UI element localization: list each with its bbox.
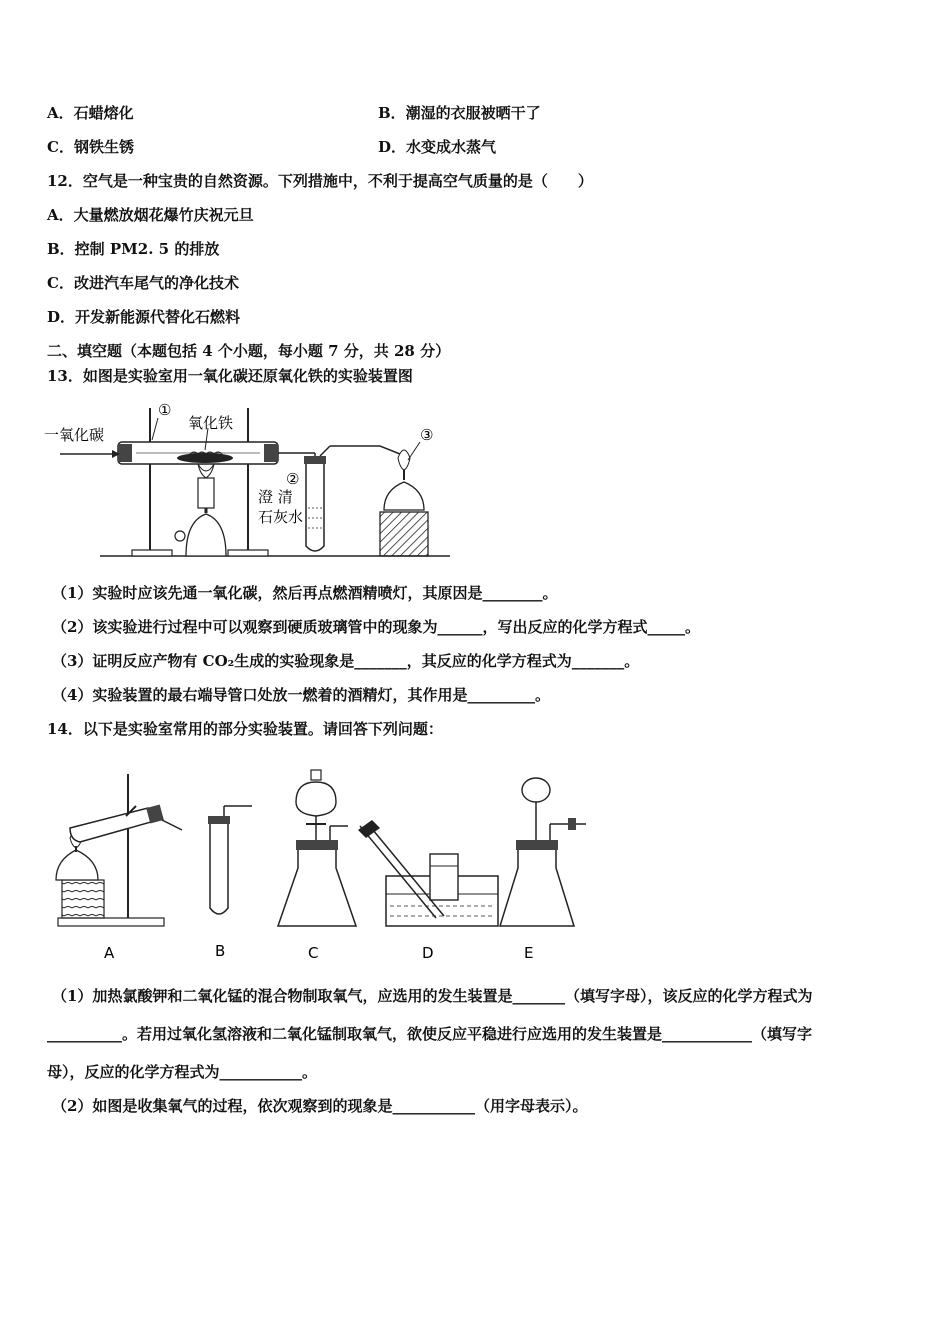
section-heading: 二、填空题（本题包括 4 个小题，每小题 7 分，共 28 分） — [47, 342, 451, 360]
q14-part-1-line-3: 母），反应的化学方程式为___________。 — [47, 1063, 318, 1081]
q14-part-1-line-2: __________。若用过氧化氢溶液和二氧化锰制取氧气，欲使反应平稳进行应选用的发生装置是____________（填写字 — [47, 1025, 813, 1043]
q13-part-2: （2）该实验进行过程中可以观察到硬质玻璃管中的现象为______，写出反应的化学方程式_____。 — [52, 618, 700, 636]
fig-marker-1: ① — [158, 401, 172, 419]
q13-part-3: （3）证明反应产物有 CO₂生成的实验现象是_______，其反应的化学方程式为_______。 — [52, 652, 640, 670]
co-reduction-apparatus-figure — [40, 398, 460, 563]
lab-apparatus-figure — [40, 768, 600, 968]
q14-part-1-line-1: （1）加热氯酸钾和二氧化锰的混合物制取氧气，应选用的发生装置是_______（填写字母），该反应的化学方程式为 — [52, 987, 813, 1005]
q11-option-b: B．潮湿的衣服被晒干了 — [378, 104, 541, 122]
q13-stem: 13．如图是实验室用一氧化碳还原氧化铁的实验装置图 — [47, 367, 413, 385]
fig-co-label: 一氧化碳 — [44, 426, 105, 444]
q14-part-2: （2）如图是收集氧气的过程，依次观察到的现象是___________（用字母表示）。 — [52, 1097, 588, 1115]
label-c: C — [308, 944, 319, 962]
fig-marker-2: ② — [286, 470, 300, 488]
q13-part-4: （4）实验装置的最右端导管口处放一燃着的酒精灯，其作用是_________。 — [52, 686, 550, 704]
q12-stem: 12．空气是一种宝贵的自然资源。下列措施中，不利于提高空气质量的是（ ） — [47, 172, 593, 190]
fig-limewater-1: 澄 清 — [258, 488, 293, 506]
label-a: A — [104, 944, 115, 962]
label-e: E — [524, 944, 534, 962]
q11-option-d: D．水变成水蒸气 — [378, 138, 497, 156]
q13-part-1: （1）实验时应该先通一氧化碳，然后再点燃酒精喷灯，其原因是________。 — [52, 584, 558, 602]
q12-option-d: D．开发新能源代替化石燃料 — [47, 308, 241, 326]
q12-option-c: C．改进汽车尾气的净化技术 — [47, 274, 239, 292]
q12-option-b: B．控制 PM2. 5 的排放 — [47, 240, 220, 258]
fig-fe2o3-label: 氧化铁 — [188, 414, 234, 432]
fig-marker-3: ③ — [420, 426, 434, 444]
q11-option-a: A．石蜡熔化 — [47, 104, 134, 122]
fig-limewater-2: 石灰水 — [258, 508, 304, 526]
q14-stem: 14．以下是实验室常用的部分实验装置。请回答下列问题： — [47, 720, 443, 738]
label-d: D — [422, 944, 434, 962]
q12-option-a: A．大量燃放烟花爆竹庆祝元旦 — [47, 206, 254, 224]
q11-option-c: C．钢铁生锈 — [47, 138, 134, 156]
label-b: B — [215, 942, 226, 960]
